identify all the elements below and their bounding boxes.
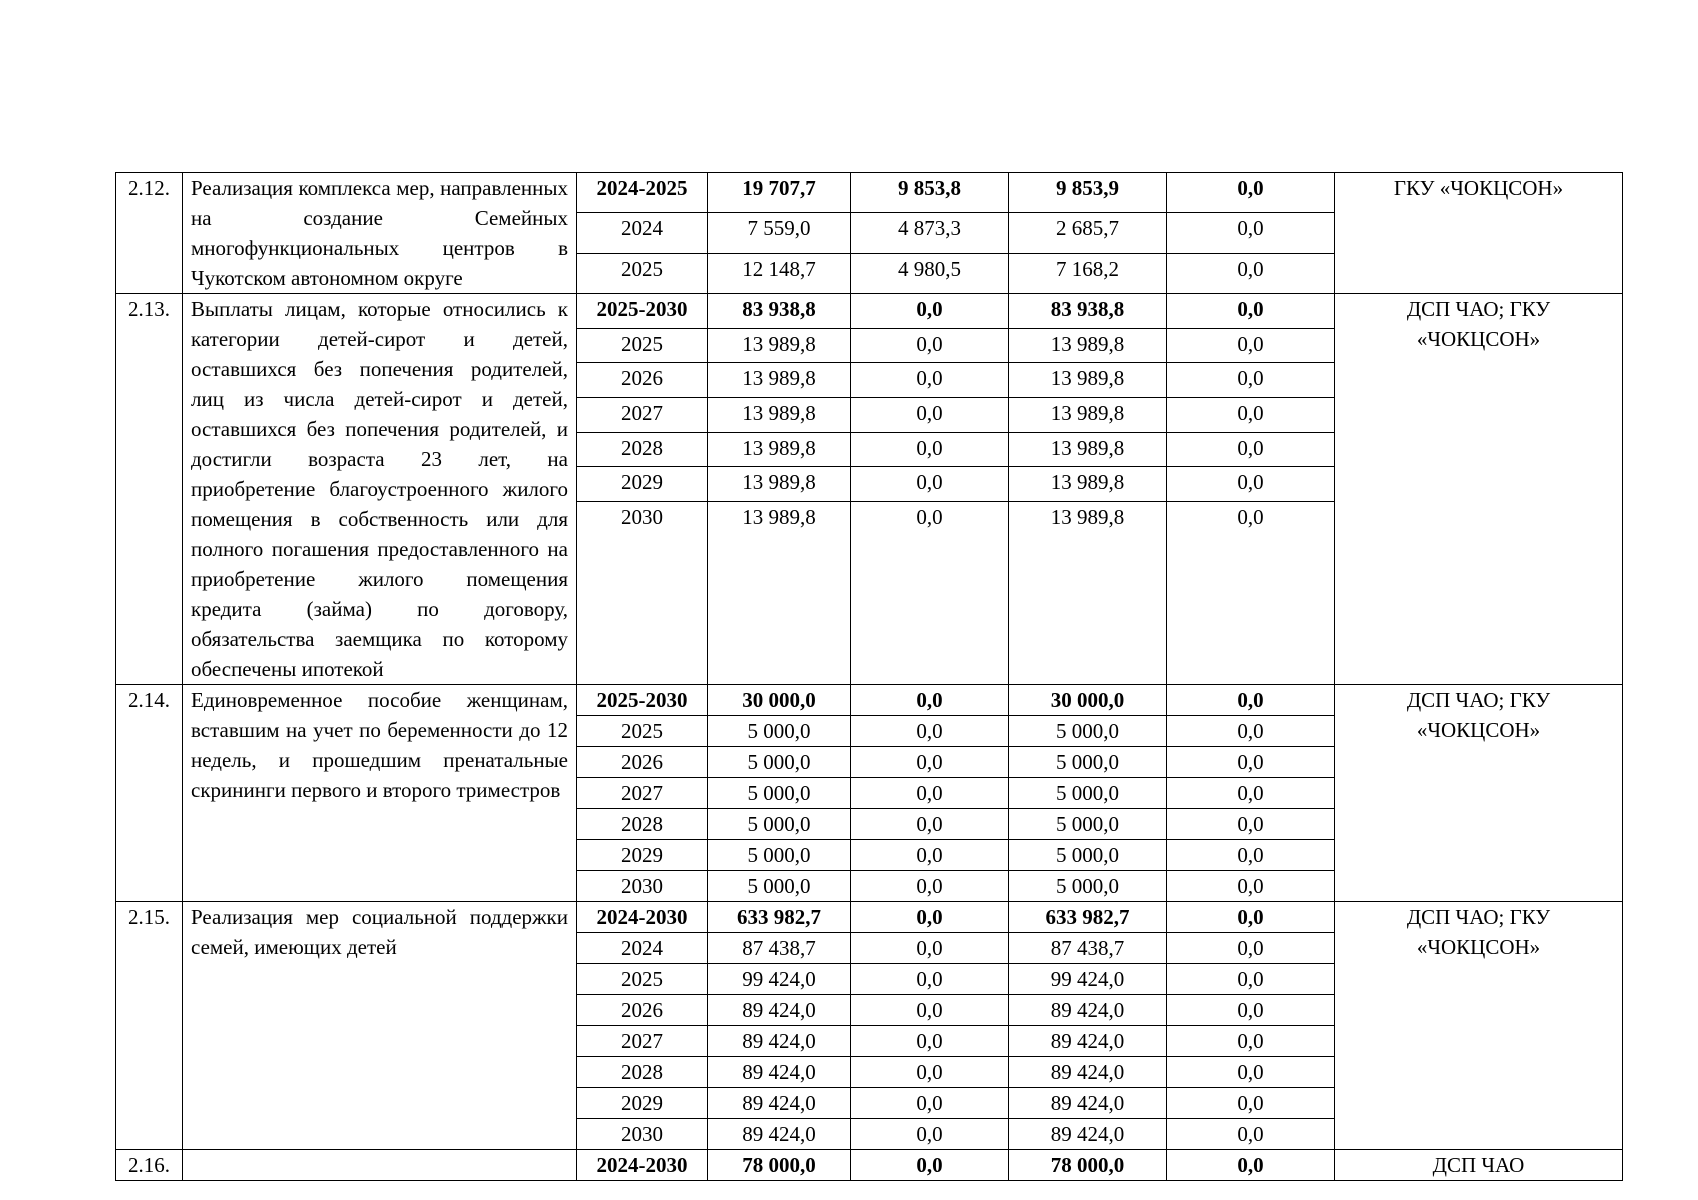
- year-amount-other: 0,0: [1167, 809, 1335, 840]
- table-row: [116, 1150, 1623, 1181]
- year-period: 2027: [577, 778, 708, 809]
- total-amount-regional: 9 853,9: [1009, 173, 1167, 213]
- year-amount-total: 5 000,0: [708, 747, 851, 778]
- table-row: [116, 173, 1623, 213]
- year-amount-other: 0,0: [1167, 363, 1335, 398]
- year-amount-other: 0,0: [1167, 747, 1335, 778]
- total-amount-total: 19 707,7: [708, 173, 851, 213]
- total-amount-other: 0,0: [1167, 902, 1335, 933]
- year-amount-federal: 0,0: [851, 398, 1009, 433]
- year-amount-other: 0,0: [1167, 502, 1335, 536]
- year-amount-total: 13 989,8: [708, 432, 851, 467]
- year-amount-federal: 0,0: [851, 809, 1009, 840]
- executor: ДСП ЧАО; ГКУ «ЧОКЦСОН»: [1335, 685, 1623, 902]
- total-period: 2025-2030: [577, 685, 708, 716]
- year-amount-other: 0,0: [1167, 1026, 1335, 1057]
- year-amount-federal: 0,0: [851, 328, 1009, 363]
- year-amount-regional: 89 424,0: [1009, 1026, 1167, 1057]
- year-amount-regional: 7 168,2: [1009, 253, 1167, 293]
- year-period: 2024: [577, 933, 708, 964]
- year-amount-other: 0,0: [1167, 253, 1335, 293]
- year-amount-total: 13 989,8: [708, 328, 851, 363]
- total-amount-federal: 0,0: [851, 902, 1009, 933]
- year-amount-federal: 0,0: [851, 1026, 1009, 1057]
- item-number: 2.15.: [116, 902, 183, 1150]
- year-amount-regional: 13 989,8: [1009, 432, 1167, 467]
- year-amount-total: 12 148,7: [708, 253, 851, 293]
- year-amount-regional: 13 989,8: [1009, 502, 1167, 536]
- total-amount-total: 78 000,0: [708, 1150, 851, 1181]
- year-amount-federal: 0,0: [851, 1088, 1009, 1119]
- table-row: [116, 685, 1623, 716]
- item-number: 2.16.: [116, 1150, 183, 1181]
- total-period: 2025-2030: [577, 294, 708, 329]
- year-period: 2025: [577, 716, 708, 747]
- year-period: 2030: [577, 871, 708, 902]
- year-amount-federal: 0,0: [851, 747, 1009, 778]
- year-amount-total: 5 000,0: [708, 871, 851, 902]
- total-amount-total: 83 938,8: [708, 294, 851, 329]
- year-amount-total: 89 424,0: [708, 1057, 851, 1088]
- year-amount-total: 5 000,0: [708, 778, 851, 809]
- total-amount-total: 633 982,7: [708, 902, 851, 933]
- item-description: Реализация комплекса мер, направленных на создание Семейных многофункциональных центров в Чукотском автономном округе: [183, 173, 577, 294]
- year-amount-federal: 0,0: [851, 840, 1009, 871]
- budget-table: [115, 172, 1623, 1181]
- year-amount-federal: 0,0: [851, 778, 1009, 809]
- year-amount-regional: 13 989,8: [1009, 398, 1167, 433]
- empty-cell: [1009, 536, 1167, 685]
- year-amount-other: 0,0: [1167, 933, 1335, 964]
- year-amount-total: 13 989,8: [708, 502, 851, 536]
- year-period: 2028: [577, 1057, 708, 1088]
- year-period: 2030: [577, 502, 708, 536]
- year-amount-other: 0,0: [1167, 398, 1335, 433]
- year-period: 2027: [577, 1026, 708, 1057]
- year-amount-federal: 0,0: [851, 964, 1009, 995]
- year-amount-federal: 0,0: [851, 995, 1009, 1026]
- year-amount-total: 13 989,8: [708, 398, 851, 433]
- item-number: 2.14.: [116, 685, 183, 902]
- year-amount-total: 89 424,0: [708, 995, 851, 1026]
- year-amount-total: 5 000,0: [708, 840, 851, 871]
- year-period: 2029: [577, 840, 708, 871]
- year-amount-other: 0,0: [1167, 778, 1335, 809]
- total-amount-federal: 0,0: [851, 685, 1009, 716]
- total-amount-regional: 83 938,8: [1009, 294, 1167, 329]
- year-amount-regional: 99 424,0: [1009, 964, 1167, 995]
- year-amount-total: 89 424,0: [708, 1088, 851, 1119]
- total-period: 2024-2025: [577, 173, 708, 213]
- year-amount-regional: 2 685,7: [1009, 213, 1167, 253]
- year-amount-federal: 0,0: [851, 432, 1009, 467]
- year-amount-regional: 5 000,0: [1009, 716, 1167, 747]
- empty-cell: [577, 536, 708, 685]
- year-amount-federal: 4 873,3: [851, 213, 1009, 253]
- year-amount-regional: 89 424,0: [1009, 1088, 1167, 1119]
- empty-cell: [708, 536, 851, 685]
- year-amount-regional: 13 989,8: [1009, 363, 1167, 398]
- year-period: 2024: [577, 213, 708, 253]
- item-description: Реализация мер социальной поддержки семей, имеющих детей: [183, 902, 577, 1150]
- year-amount-total: 5 000,0: [708, 716, 851, 747]
- year-period: 2029: [577, 467, 708, 502]
- year-amount-other: 0,0: [1167, 1119, 1335, 1150]
- year-amount-total: 87 438,7: [708, 933, 851, 964]
- year-amount-regional: 13 989,8: [1009, 467, 1167, 502]
- year-amount-other: 0,0: [1167, 716, 1335, 747]
- executor: ДСП ЧАО; ГКУ «ЧОКЦСОН»: [1335, 902, 1623, 1150]
- total-period: 2024-2030: [577, 1150, 708, 1181]
- empty-cell: [1167, 536, 1335, 685]
- year-amount-total: 5 000,0: [708, 809, 851, 840]
- year-amount-federal: 0,0: [851, 502, 1009, 536]
- total-amount-regional: 633 982,7: [1009, 902, 1167, 933]
- year-amount-federal: 0,0: [851, 1119, 1009, 1150]
- table-body: [116, 173, 1623, 1181]
- year-period: 2028: [577, 432, 708, 467]
- year-amount-other: 0,0: [1167, 964, 1335, 995]
- year-amount-regional: 89 424,0: [1009, 995, 1167, 1026]
- year-amount-other: 0,0: [1167, 328, 1335, 363]
- year-amount-total: 99 424,0: [708, 964, 851, 995]
- year-amount-regional: 5 000,0: [1009, 871, 1167, 902]
- year-amount-federal: 0,0: [851, 933, 1009, 964]
- year-amount-total: 89 424,0: [708, 1026, 851, 1057]
- year-amount-regional: 5 000,0: [1009, 747, 1167, 778]
- year-amount-other: 0,0: [1167, 1057, 1335, 1088]
- item-description: Единовременное пособие женщинам, вставшим на учет по беременности до 12 недель, и прошедшим пренатальные скрининги первого и второго триместров: [183, 685, 577, 902]
- total-amount-federal: 0,0: [851, 294, 1009, 329]
- total-amount-regional: 30 000,0: [1009, 685, 1167, 716]
- year-amount-other: 0,0: [1167, 1088, 1335, 1119]
- executor: ДСП ЧАО; ГКУ «ЧОКЦСОН»: [1335, 294, 1623, 685]
- empty-cell: [851, 536, 1009, 685]
- year-amount-federal: 0,0: [851, 871, 1009, 902]
- executor: ГКУ «ЧОКЦСОН»: [1335, 173, 1623, 294]
- year-amount-regional: 13 989,8: [1009, 328, 1167, 363]
- year-amount-total: 13 989,8: [708, 467, 851, 502]
- year-period: 2025: [577, 964, 708, 995]
- year-period: 2030: [577, 1119, 708, 1150]
- year-amount-regional: 89 424,0: [1009, 1057, 1167, 1088]
- total-amount-federal: 9 853,8: [851, 173, 1009, 213]
- year-amount-federal: 0,0: [851, 716, 1009, 747]
- year-period: 2025: [577, 253, 708, 293]
- year-period: 2029: [577, 1088, 708, 1119]
- year-period: 2026: [577, 995, 708, 1026]
- year-amount-federal: 0,0: [851, 467, 1009, 502]
- year-amount-regional: 87 438,7: [1009, 933, 1167, 964]
- year-amount-other: 0,0: [1167, 840, 1335, 871]
- year-amount-total: 13 989,8: [708, 363, 851, 398]
- executor: ДСП ЧАО: [1335, 1150, 1623, 1181]
- year-amount-total: 89 424,0: [708, 1119, 851, 1150]
- year-period: 2026: [577, 747, 708, 778]
- year-period: 2025: [577, 328, 708, 363]
- year-period: 2028: [577, 809, 708, 840]
- year-amount-other: 0,0: [1167, 467, 1335, 502]
- total-amount-total: 30 000,0: [708, 685, 851, 716]
- year-amount-regional: 5 000,0: [1009, 778, 1167, 809]
- year-amount-regional: 89 424,0: [1009, 1119, 1167, 1150]
- total-amount-other: 0,0: [1167, 173, 1335, 213]
- total-period: 2024-2030: [577, 902, 708, 933]
- item-description: [183, 1150, 577, 1181]
- total-amount-federal: 0,0: [851, 1150, 1009, 1181]
- total-amount-other: 0,0: [1167, 1150, 1335, 1181]
- year-amount-regional: 5 000,0: [1009, 809, 1167, 840]
- table-row: [116, 294, 1623, 329]
- year-amount-regional: 5 000,0: [1009, 840, 1167, 871]
- total-amount-other: 0,0: [1167, 294, 1335, 329]
- year-amount-other: 0,0: [1167, 213, 1335, 253]
- year-amount-federal: 0,0: [851, 363, 1009, 398]
- year-amount-other: 0,0: [1167, 871, 1335, 902]
- item-description: Выплаты лицам, которые относились к категории детей-сирот и детей, оставшихся без попечения родителей, лиц из числа детей-сирот и детей, оставшихся без попечения родителей, и достигли возраста 23 лет, на приобретение благоустроенного жилого помещения в собственность или для полного погашения предоставленного на приобретение жилого помещения кредита (займа) по договору, обязательства заемщика по которому обеспечены ипотекой: [183, 294, 577, 685]
- year-amount-federal: 4 980,5: [851, 253, 1009, 293]
- year-amount-federal: 0,0: [851, 1057, 1009, 1088]
- year-amount-total: 7 559,0: [708, 213, 851, 253]
- item-number: 2.13.: [116, 294, 183, 685]
- year-period: 2027: [577, 398, 708, 433]
- table-row: [116, 902, 1623, 933]
- year-amount-other: 0,0: [1167, 432, 1335, 467]
- year-period: 2026: [577, 363, 708, 398]
- item-number: 2.12.: [116, 173, 183, 294]
- total-amount-regional: 78 000,0: [1009, 1150, 1167, 1181]
- year-amount-other: 0,0: [1167, 995, 1335, 1026]
- total-amount-other: 0,0: [1167, 685, 1335, 716]
